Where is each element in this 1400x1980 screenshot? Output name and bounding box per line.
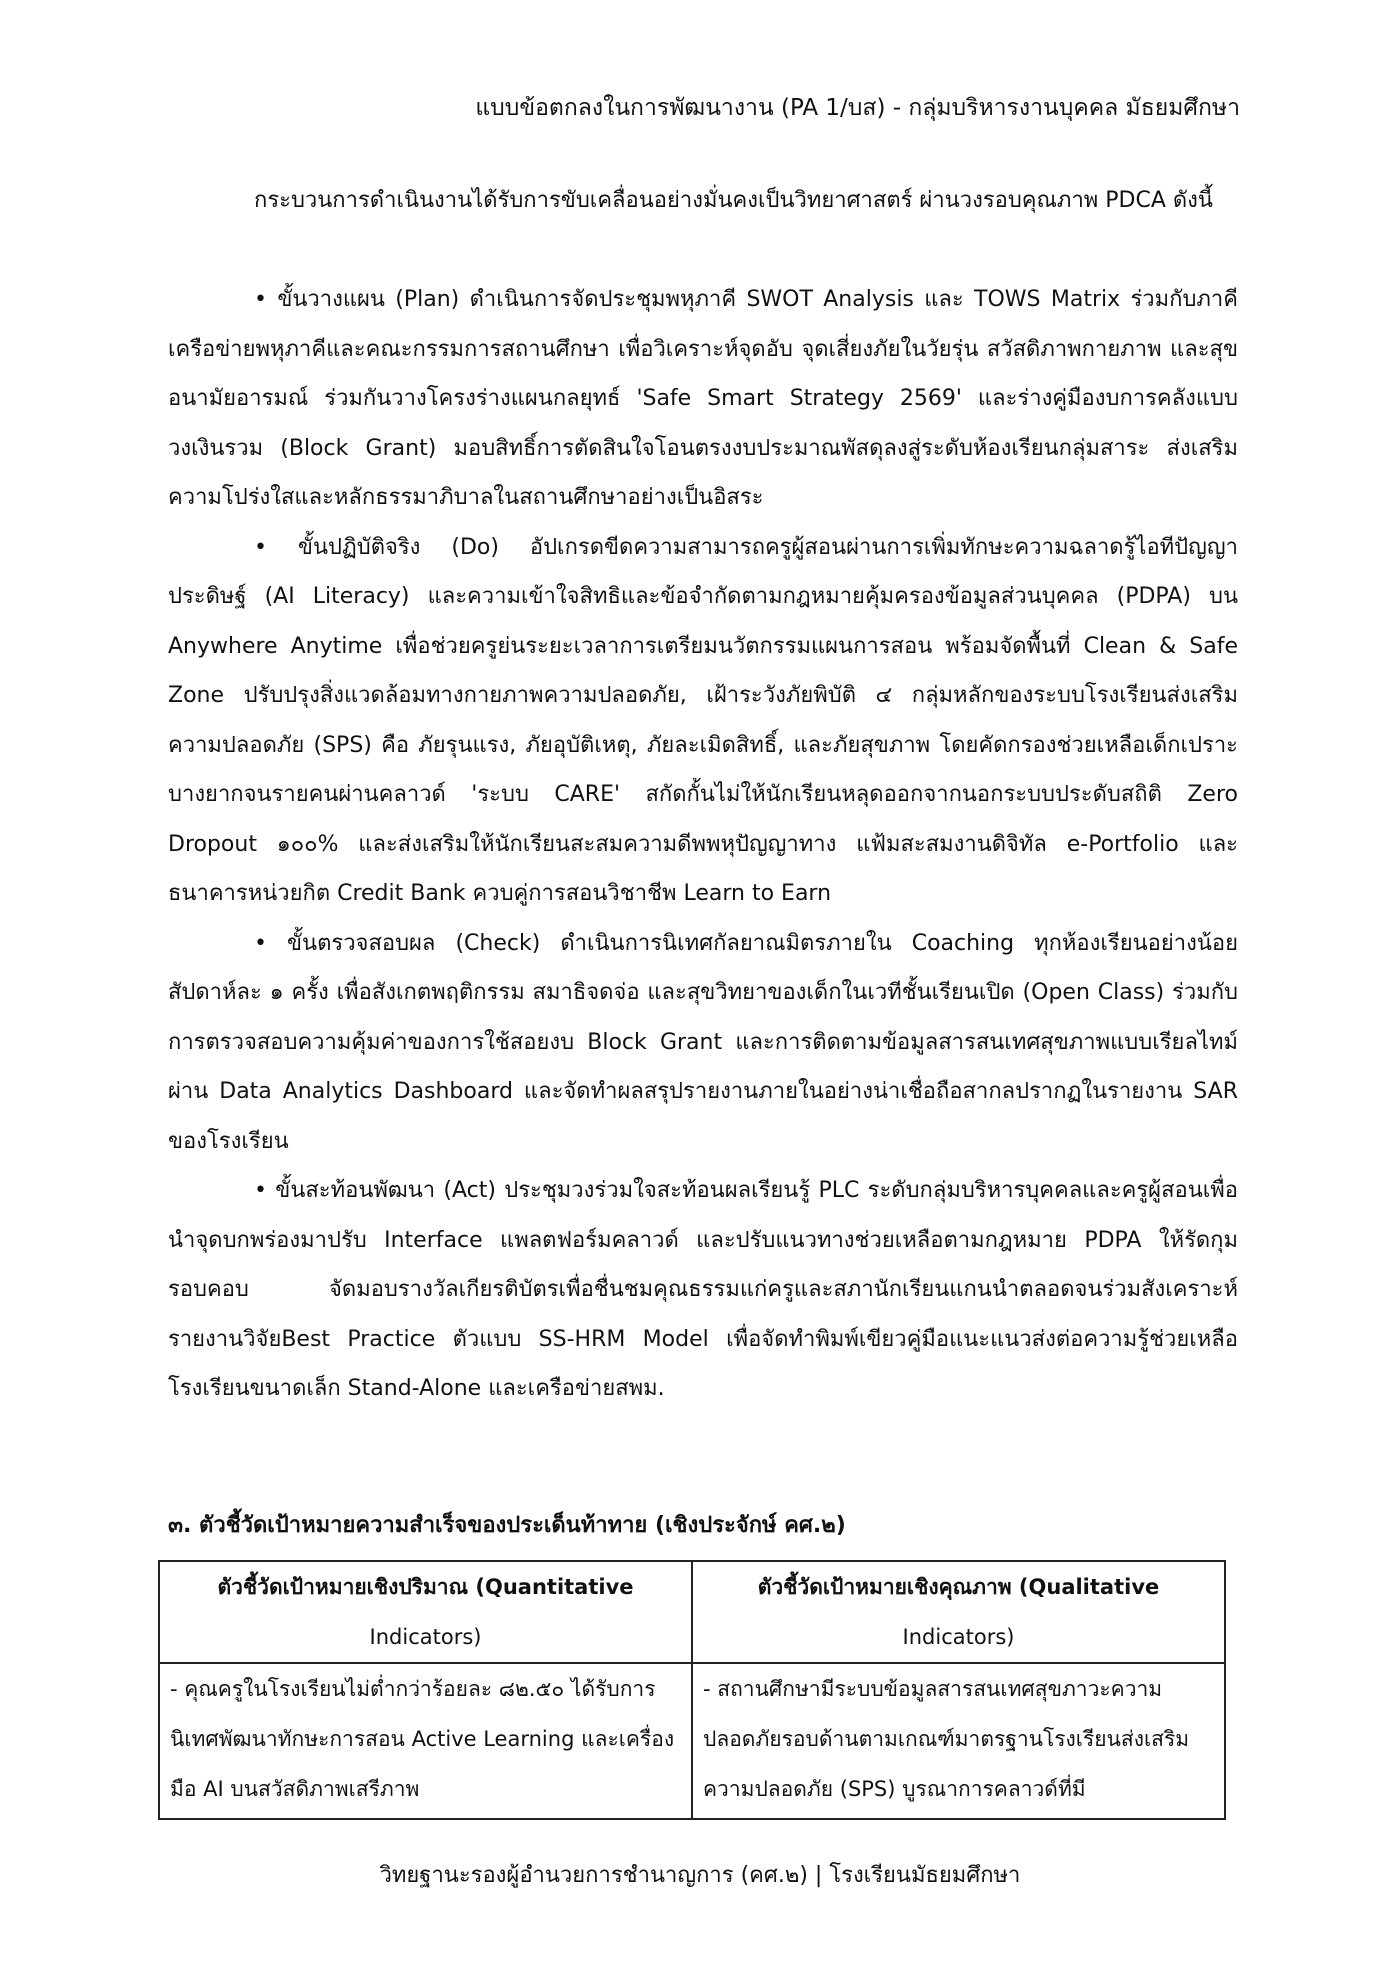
qualitative-header-title: ตัวชี้วัดเป้าหมายเชิงคุณภาพ (Qualitative <box>757 1575 1160 1599</box>
table-row <box>159 1663 1225 1819</box>
quantitative-cell: - คุณครูในโรงเรียนไม่ต่ำกว่าร้อยละ ๘๒.๕๐ ได้รับการนิเทศพัฒนาทักษะการสอน Active Learning และเครื่องมือ AI บนสวัสดิภาพเสรีภาพ <box>159 1663 692 1819</box>
qualitative-header-sub: Indicators) <box>902 1625 1015 1649</box>
intro-paragraph: กระบวนการดำเนินงานได้รับการขับเคลื่อนอย่างมั่นคงเป็นวิทยาศาสตร์ ผ่านวงรอบคุณภาพ PDCA ดังนี้ <box>254 188 1213 213</box>
quantitative-header-title: ตัวชี้วัดเป้าหมายเชิงปริมาณ (Quantitative <box>217 1575 634 1599</box>
act-paragraph: • ขั้นสะท้อนพัฒนา (Act) ประชุมวงร่วมใจสะท้อนผลเรียนรู้ PLC ระดับกลุ่มบริหารบุคคลและครูผู้สอนเพื่อนำจุดบกพร่องมาปรับ Interface แพลตฟอร์มคลาวด์ และปรับแนวทางช่วยเหลือตามกฎหมาย PDPA ให้รัดกุมรอบคอบ จัดมอบรางวัลเกียรติบัตรเพื่อชื่นชมคุณธรรมแก่ครูและสภานักเรียนแกนนำตลอดจนร่วมสังเคราะห์รายงานวิจัยBest Practice ตัวแบบ SS-HRM Model เพื่อจัดทำพิมพ์เขียวคู่มือแนะแนวส่งต่อความรู้ช่วยเหลือโรงเรียนขนาดเล็ก Stand-Alone และเครือข่ายสพม. <box>168 1178 1238 1401</box>
plan-paragraph: • ขั้นวางแผน (Plan) ดำเนินการจัดประชุมพหุภาคี SWOT Analysis และ TOWS Matrix ร่วมกับภาคีเครือข่ายพหุภาคีและคณะกรรมการสถานศึกษา เพื่อวิเคราะห์จุดอับ จุดเสี่ยงภัยในวัยรุ่น สวัสดิภาพกายภาพ และสุขอนามัยอารมณ์ ร่วมกันวางโครงร่างแผนกลยุทธ์ 'Safe Smart Strategy 2569' และร่างคู่มืองบการคลังแบบวงเงินรวม (Block Grant) มอบสิทธิ์การตัดสินใจโอนตรงงบประมาณพัสดุลงสู่ระดับห้องเรียนกลุ่มสาระ ส่งเสริมความโปร่งใสและหลักธรรมาภิบาลในสถานศึกษาอย่างเป็นอิสระ <box>168 287 1238 510</box>
page-footer: วิทยฐานะรองผู้อำนวยการชำนาญการ (คศ.๒) | โรงเรียนมัธยมศึกษา <box>379 1863 1021 1888</box>
do-paragraph: • ขั้นปฏิบัติจริง (Do) อัปเกรดขีดความสามารถครูผู้สอนผ่านการเพิ่มทักษะความฉลาดรู้ไอทีปัญญาประดิษฐ์ (AI Literacy) และความเข้าใจสิทธิและข้อจำกัดตามกฎหมายคุ้มครองข้อมูลส่วนบุคคล (PDPA) บน Anywhere Anytime เพื่อช่วยครูย่นระยะเวลาการเตรียมนวัตกรรมแผนการสอน พร้อมจัดพื้นที่ Clean & Safe Zone ปรับปรุงสิ่งแวดล้อมทางกายภาพความปลอดภัย, เฝ้าระวังภัยพิบัติ ๔ กลุ่มหลักของระบบโรงเรียนส่งเสริมความปลอดภัย (SPS) คือ ภัยรุนแรง, ภัยอุบัติเหตุ, ภัยละเมิดสิทธิ์, และภัยสุขภาพ โดยคัดกรองช่วยเหลือเด็กเปราะบางยากจนรายคนผ่านคลาวด์ 'ระบบ CARE' สกัดกั้นไม่ให้นักเรียนหลุดออกจากนอกระบบประดับสถิติ Zero Dropout ๑๐๐% และส่งเสริมให้นักเรียนสะสมความดีพพหุปัญญาทาง แฟ้มสะสมงานดิจิทัล e-Portfolio และธนาคารหน่วยกิต Credit Bank ควบคู่การสอนวิชาชีพ Learn to Earn <box>168 534 1238 906</box>
indicator-table <box>158 1560 1226 1820</box>
section-3-heading: ๓. ตัวชี้วัดเป้าหมายความสำเร็จของประเด็นท้าทาย (เชิงประจักษ์ คศ.๒) <box>168 1513 846 1538</box>
qualitative-header <box>692 1561 1225 1663</box>
table-header-row <box>159 1561 1225 1663</box>
page-header: แบบข้อตกลงในการพัฒนางาน (PA 1/บส) - กลุ่มบริหารงานบุคคล มัธยมศึกษา <box>475 95 1240 121</box>
document-body <box>168 176 1238 1414</box>
quantitative-header <box>159 1561 692 1663</box>
check-paragraph: • ขั้นตรวจสอบผล (Check) ดำเนินการนิเทศกัลยาณมิตรภายใน Coaching ทุกห้องเรียนอย่างน้อยสัปดาห์ละ ๑ ครั้ง เพื่อสังเกตพฤติกรรม สมาธิจดจ่อ และสุขวิทยาของเด็กในเวทีชั้นเรียนเปิด (Open Class) ร่วมกับการตรวจสอบความคุ้มค่าของการใช้สอยงบ Block Grant และการติดตามข้อมูลสารสนเทศสุขภาพแบบเรียลไทม์ผ่าน Data Analytics Dashboard และจัดทำผลสรุปรายงานภายในอย่างน่าเชื่อถือสากลปรากฏในรายงาน SAR ของโรงเรียน <box>168 930 1238 1154</box>
quantitative-header-sub: Indicators) <box>369 1625 482 1649</box>
qualitative-cell: - สถานศึกษามีระบบข้อมูลสารสนเทศสุขภาวะความปลอดภัยรอบด้านตามเกณฑ์มาตรฐานโรงเรียนส่งเสริมความปลอดภัย (SPS) บูรณาการคลาวด์ที่มี <box>692 1663 1225 1819</box>
